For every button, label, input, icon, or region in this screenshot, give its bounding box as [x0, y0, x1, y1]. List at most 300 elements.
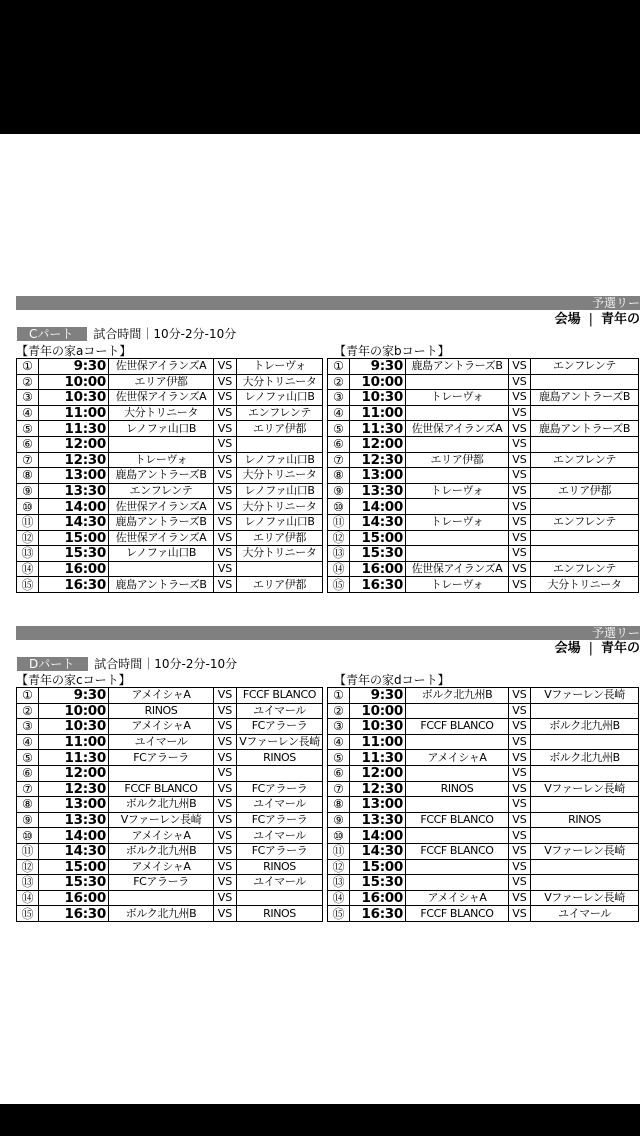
match-number: ⑭: [328, 890, 350, 906]
match-number: ⑥: [328, 765, 350, 781]
away-team: エリア伊都: [237, 421, 323, 437]
table-row: [17, 577, 323, 593]
match-number: ⑪: [17, 514, 39, 530]
match-number: ⑩: [17, 828, 39, 844]
match-time-cell: 11:30: [39, 421, 109, 437]
venue-label: 会場: [554, 312, 581, 327]
vs-label: VS: [509, 734, 531, 750]
match-time-cell: 11:00: [39, 405, 109, 421]
table-row: [328, 781, 639, 797]
home-team: エンフレンテ: [109, 483, 214, 499]
match-time-cell: 16:30: [350, 906, 406, 922]
away-team: [531, 875, 639, 891]
away-team: 大分トリニータ: [237, 499, 323, 515]
vs-label: VS: [509, 703, 531, 719]
home-team: [406, 374, 509, 390]
table-row: [17, 906, 323, 922]
away-team: ユイマール: [237, 703, 323, 719]
match-number: ⑩: [328, 499, 350, 515]
table-row: [328, 812, 639, 828]
vs-label: VS: [214, 781, 237, 797]
table-row: [17, 546, 323, 562]
home-team: FCCF BLANCO: [406, 906, 509, 922]
match-time-cell: 10:30: [350, 719, 406, 735]
table-row: [328, 703, 639, 719]
venue-name: 青年の: [600, 641, 640, 656]
away-team: ボルク北九州B: [531, 750, 639, 766]
away-team: エリア伊都: [531, 483, 639, 499]
match-number: ⑦: [17, 781, 39, 797]
away-team: ユイマール: [531, 906, 639, 922]
match-time-cell: 15:30: [350, 875, 406, 891]
match-time-cell: 9:30: [39, 359, 109, 375]
away-team: 大分トリニータ: [237, 374, 323, 390]
vs-label: VS: [214, 906, 237, 922]
match-time-cell: 10:00: [39, 374, 109, 390]
match-time-cell: 10:00: [350, 374, 406, 390]
home-team: 佐世保アイランズA: [109, 530, 214, 546]
table-row: [17, 530, 323, 546]
vs-label: VS: [214, 859, 237, 875]
match-number: ⑫: [17, 530, 39, 546]
home-team: [406, 546, 509, 562]
match-time: 試合時間｜10分-2分-10分: [94, 657, 238, 671]
away-team: FCアラーラ: [237, 812, 323, 828]
away-team: [531, 499, 639, 515]
away-team: RINOS: [237, 750, 323, 766]
home-team: 佐世保アイランズA: [406, 561, 509, 577]
vs-label: VS: [509, 405, 531, 421]
table-row: [17, 843, 323, 859]
match-time-cell: 14:00: [39, 499, 109, 515]
away-team: [531, 405, 639, 421]
match-time-cell: 13:00: [39, 468, 109, 484]
court-title: 【青年の家dコート】: [334, 673, 450, 687]
match-time-cell: 15:00: [350, 530, 406, 546]
vs-label: VS: [214, 530, 237, 546]
match-number: ⑧: [17, 797, 39, 813]
away-team: エンフレンテ: [531, 452, 639, 468]
home-team: [406, 765, 509, 781]
vs-label: VS: [509, 859, 531, 875]
table-row: [328, 499, 639, 515]
match-time-cell: 14:00: [350, 828, 406, 844]
match-time-cell: 14:00: [350, 499, 406, 515]
vs-label: VS: [214, 890, 237, 906]
court-title: 【青年の家bコート】: [334, 344, 450, 358]
vs-label: VS: [214, 436, 237, 452]
match-time-cell: 14:30: [39, 843, 109, 859]
away-team: Vファーレン長崎: [531, 781, 639, 797]
away-team: トレーヴォ: [237, 359, 323, 375]
match-time-cell: 16:30: [39, 577, 109, 593]
vs-label: VS: [214, 452, 237, 468]
part-label: Dパート: [17, 657, 88, 671]
match-time-cell: 14:00: [39, 828, 109, 844]
venue-separator: |: [588, 312, 593, 327]
match-number: ⑧: [328, 468, 350, 484]
table-row: [328, 374, 639, 390]
vs-label: VS: [214, 483, 237, 499]
match-time-cell: 10:00: [350, 703, 406, 719]
match-time-cell: 13:30: [39, 812, 109, 828]
match-time-cell: 15:00: [39, 530, 109, 546]
match-number: ⑪: [328, 514, 350, 530]
home-team: アメイシャA: [109, 688, 214, 704]
vs-label: VS: [214, 765, 237, 781]
table-row: [328, 859, 639, 875]
vs-label: VS: [509, 906, 531, 922]
match-number: ⑤: [17, 421, 39, 437]
home-team: FCアラーラ: [109, 750, 214, 766]
vs-label: VS: [509, 750, 531, 766]
away-team: 大分トリニータ: [237, 468, 323, 484]
table-row: [328, 734, 639, 750]
match-number: ⑦: [17, 452, 39, 468]
home-team: アメイシャA: [406, 890, 509, 906]
match-time-cell: 13:00: [350, 468, 406, 484]
match-number: ⑧: [328, 797, 350, 813]
table-row: [17, 859, 323, 875]
away-team: エンフレンテ: [531, 514, 639, 530]
table-row: [17, 374, 323, 390]
match-time-cell: 11:30: [39, 750, 109, 766]
table-row: [17, 812, 323, 828]
table-row: [328, 514, 639, 530]
vs-label: VS: [509, 812, 531, 828]
match-number: ①: [328, 688, 350, 704]
table-row: [328, 468, 639, 484]
home-team: アメイシャA: [406, 750, 509, 766]
home-team: [109, 890, 214, 906]
vs-label: VS: [214, 828, 237, 844]
match-number: ⑦: [328, 452, 350, 468]
match-number: ⑨: [328, 812, 350, 828]
match-number: ⑮: [328, 906, 350, 922]
match-number: ⑭: [17, 890, 39, 906]
table-row: [328, 452, 639, 468]
match-time-cell: 12:00: [350, 765, 406, 781]
match-time-cell: 12:30: [39, 452, 109, 468]
match-time-cell: 16:00: [350, 890, 406, 906]
vs-label: VS: [214, 468, 237, 484]
table-row: [17, 719, 323, 735]
table-row: [17, 890, 323, 906]
match-number: ④: [328, 405, 350, 421]
home-team: トレーヴォ: [406, 514, 509, 530]
away-team: [237, 765, 323, 781]
table-row: [328, 890, 639, 906]
vs-label: VS: [509, 688, 531, 704]
table-row: [17, 390, 323, 406]
table-row: [328, 405, 639, 421]
table-row: [17, 421, 323, 437]
home-team: [406, 499, 509, 515]
home-team: ボルク北九州B: [109, 797, 214, 813]
vs-label: VS: [509, 514, 531, 530]
vs-label: VS: [509, 359, 531, 375]
away-team: レノファ山口B: [237, 452, 323, 468]
vs-label: VS: [509, 436, 531, 452]
away-team: [531, 797, 639, 813]
match-time-cell: 10:30: [39, 719, 109, 735]
match-time-cell: 16:00: [39, 890, 109, 906]
table-row: [328, 688, 639, 704]
table-row: [17, 405, 323, 421]
match-number: ⑬: [328, 875, 350, 891]
match-time-cell: 16:00: [350, 561, 406, 577]
match-time-cell: 12:30: [350, 452, 406, 468]
match-time-cell: 13:00: [350, 797, 406, 813]
table-row: [328, 843, 639, 859]
match-time-cell: 12:00: [39, 436, 109, 452]
home-team: エリア伊都: [406, 452, 509, 468]
match-number: ②: [328, 703, 350, 719]
match-number: ⑨: [17, 483, 39, 499]
home-team: RINOS: [406, 781, 509, 797]
vs-label: VS: [509, 875, 531, 891]
match-number: ⑮: [328, 577, 350, 593]
table-row: [17, 781, 323, 797]
table-row: [328, 421, 639, 437]
away-team: [531, 468, 639, 484]
away-team: [237, 890, 323, 906]
match-time-cell: 15:30: [39, 546, 109, 562]
table-row: [17, 688, 323, 704]
home-team: 大分トリニータ: [109, 405, 214, 421]
match-number: ⑤: [328, 421, 350, 437]
match-number: ⑮: [17, 577, 39, 593]
court-title: 【青年の家aコート】: [16, 344, 132, 358]
match-time-cell: 13:30: [350, 812, 406, 828]
match-time-cell: 12:30: [39, 781, 109, 797]
schedule-table: [16, 687, 323, 922]
away-team: [531, 734, 639, 750]
away-team: レノファ山口B: [237, 514, 323, 530]
match-number: ⑬: [17, 546, 39, 562]
away-team: FCアラーラ: [237, 843, 323, 859]
match-time-cell: 14:30: [39, 514, 109, 530]
home-team: [406, 828, 509, 844]
match-number: ⑤: [328, 750, 350, 766]
vs-label: VS: [214, 405, 237, 421]
home-team: ボルク北九州B: [109, 843, 214, 859]
vs-label: VS: [509, 561, 531, 577]
match-time-cell: 15:00: [39, 859, 109, 875]
match-time-cell: 11:00: [350, 405, 406, 421]
table-row: [328, 765, 639, 781]
home-team: トレーヴォ: [406, 577, 509, 593]
home-team: 鹿島アントラーズB: [406, 359, 509, 375]
table-row: [328, 719, 639, 735]
match-number: ⑭: [328, 561, 350, 577]
vs-label: VS: [214, 734, 237, 750]
vs-label: VS: [509, 530, 531, 546]
table-row: [17, 483, 323, 499]
home-team: [406, 468, 509, 484]
match-number: ⑬: [17, 875, 39, 891]
home-team: 鹿島アントラーズB: [109, 514, 214, 530]
match-time-cell: 11:30: [350, 421, 406, 437]
away-team: [531, 703, 639, 719]
vs-label: VS: [214, 561, 237, 577]
home-team: 鹿島アントラーズB: [109, 577, 214, 593]
vs-label: VS: [214, 750, 237, 766]
away-team: ボルク北九州B: [531, 719, 639, 735]
table-row: [17, 359, 323, 375]
bottom-black-bar: [0, 1104, 640, 1136]
match-number: ⑦: [328, 781, 350, 797]
match-number: ⑨: [328, 483, 350, 499]
home-team: エリア伊都: [109, 374, 214, 390]
away-team: Vファーレン長崎: [531, 843, 639, 859]
table-row: [17, 828, 323, 844]
vs-label: VS: [509, 452, 531, 468]
table-row: [328, 359, 639, 375]
table-row: [328, 828, 639, 844]
schedule-table: [16, 358, 323, 593]
schedule-table: [327, 687, 639, 922]
band-title: 予選リー: [591, 626, 640, 640]
table-row: [17, 468, 323, 484]
home-team: RINOS: [109, 703, 214, 719]
away-team: エリア伊都: [237, 577, 323, 593]
table-row: [328, 561, 639, 577]
vs-label: VS: [509, 374, 531, 390]
match-time-cell: 10:00: [39, 703, 109, 719]
match-time-cell: 14:30: [350, 843, 406, 859]
vs-label: VS: [214, 577, 237, 593]
vs-label: VS: [214, 499, 237, 515]
table-row: [328, 483, 639, 499]
away-team: [531, 828, 639, 844]
match-number: ⑫: [328, 530, 350, 546]
home-team: 佐世保アイランズA: [109, 359, 214, 375]
home-team: FCCF BLANCO: [406, 719, 509, 735]
match-number: ①: [328, 359, 350, 375]
home-team: FCアラーラ: [109, 875, 214, 891]
table-row: [17, 875, 323, 891]
match-time-cell: 14:30: [350, 514, 406, 530]
home-team: トレーヴォ: [406, 390, 509, 406]
table-row: [17, 750, 323, 766]
part-header: [17, 327, 236, 341]
match-time: 試合時間｜10分-2分-10分: [93, 327, 237, 341]
home-team: 佐世保アイランズA: [109, 499, 214, 515]
table-row: [17, 436, 323, 452]
away-team: FCアラーラ: [237, 781, 323, 797]
away-team: エンフレンテ: [237, 405, 323, 421]
home-team: ボルク北九州B: [109, 906, 214, 922]
away-team: 大分トリニータ: [531, 577, 639, 593]
away-team: ユイマール: [237, 828, 323, 844]
match-time-cell: 11:00: [39, 734, 109, 750]
away-team: レノファ山口B: [237, 483, 323, 499]
vs-label: VS: [509, 828, 531, 844]
away-team: ユイマール: [237, 875, 323, 891]
venue-name: 青年の: [600, 312, 640, 327]
vs-label: VS: [214, 514, 237, 530]
home-team: トレーヴォ: [109, 452, 214, 468]
vs-label: VS: [509, 843, 531, 859]
table-row: [17, 452, 323, 468]
match-number: ③: [328, 390, 350, 406]
table-row: [328, 875, 639, 891]
vs-label: VS: [509, 499, 531, 515]
home-team: レノファ山口B: [109, 546, 214, 562]
venue-separator: |: [588, 641, 593, 656]
vs-label: VS: [214, 812, 237, 828]
match-number: ⑥: [17, 436, 39, 452]
home-team: ボルク北九州B: [406, 688, 509, 704]
away-team: Vファーレン長崎: [237, 734, 323, 750]
away-team: [237, 436, 323, 452]
home-team: トレーヴォ: [406, 483, 509, 499]
match-number: ①: [17, 688, 39, 704]
match-time-cell: 12:00: [39, 765, 109, 781]
home-team: [109, 436, 214, 452]
home-team: [109, 561, 214, 577]
away-team: RINOS: [237, 859, 323, 875]
home-team: [406, 405, 509, 421]
table-row: [17, 734, 323, 750]
match-time-cell: 16:00: [39, 561, 109, 577]
vs-label: VS: [509, 719, 531, 735]
away-team: [237, 561, 323, 577]
match-number: ②: [328, 374, 350, 390]
away-team: 鹿島アントラーズB: [531, 421, 639, 437]
home-team: [109, 765, 214, 781]
away-team: [531, 546, 639, 562]
home-team: [406, 530, 509, 546]
match-number: ⑭: [17, 561, 39, 577]
home-team: 佐世保アイランズA: [109, 390, 214, 406]
home-team: [406, 875, 509, 891]
vs-label: VS: [509, 421, 531, 437]
match-number: ⑪: [328, 843, 350, 859]
match-number: ③: [17, 719, 39, 735]
away-team: エンフレンテ: [531, 561, 639, 577]
home-team: レノファ山口B: [109, 421, 214, 437]
match-number: ⑫: [328, 859, 350, 875]
away-team: Vファーレン長崎: [531, 890, 639, 906]
match-number: ⑥: [328, 436, 350, 452]
away-team: エリア伊都: [237, 530, 323, 546]
away-team: レノファ山口B: [237, 390, 323, 406]
part-label: Cパート: [17, 327, 87, 341]
match-time-cell: 13:30: [350, 483, 406, 499]
match-number: ⑪: [17, 843, 39, 859]
table-row: [328, 906, 639, 922]
match-time-cell: 13:30: [39, 483, 109, 499]
match-time-cell: 12:30: [350, 781, 406, 797]
vs-label: VS: [214, 875, 237, 891]
vs-label: VS: [509, 546, 531, 562]
vs-label: VS: [214, 390, 237, 406]
vs-label: VS: [214, 374, 237, 390]
match-time-cell: 15:00: [350, 859, 406, 875]
home-team: 佐世保アイランズA: [406, 421, 509, 437]
venue-line: [555, 312, 640, 328]
match-time-cell: 10:30: [39, 390, 109, 406]
away-team: [531, 530, 639, 546]
table-row: [328, 577, 639, 593]
match-number: ⑧: [17, 468, 39, 484]
home-team: アメイシャA: [109, 828, 214, 844]
match-number: ②: [17, 703, 39, 719]
table-row: [17, 703, 323, 719]
away-team: エンフレンテ: [531, 359, 639, 375]
